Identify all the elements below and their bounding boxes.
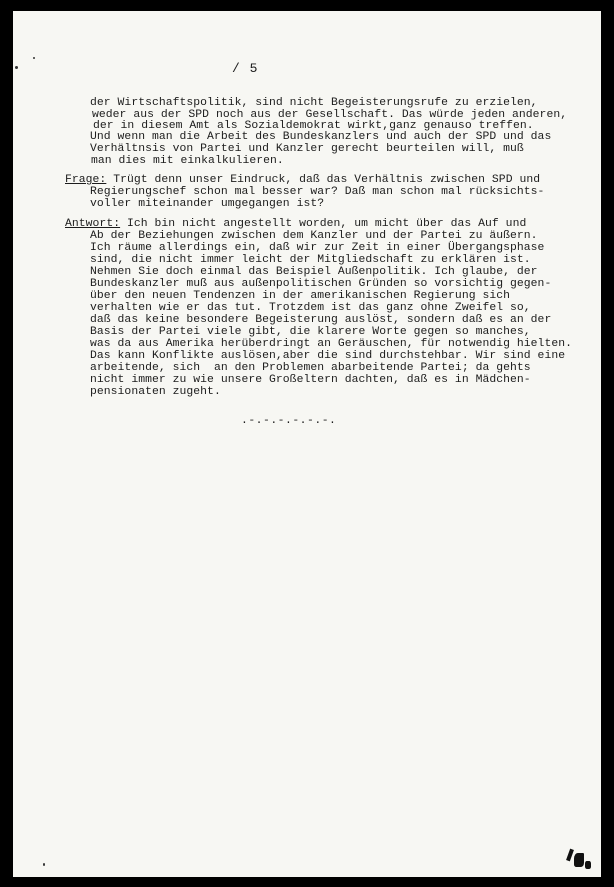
answer-line: über den neuen Tendenzen in der amerikanischen Regierung sich [90, 290, 511, 302]
answer-line [65, 218, 526, 230]
answer-line: nicht immer zu wie unsere Großeltern dachten, daß es in Mädchen- [90, 374, 531, 386]
question-line: voller miteinander umgegangen ist? [90, 198, 325, 210]
scan-speck [43, 863, 45, 866]
question-label: Frage: [65, 174, 107, 186]
document-page [13, 11, 601, 877]
end-separator: .-.-.-.-.-.-. [241, 415, 337, 427]
answer-label: Antwort: [65, 218, 121, 230]
intro-line: man dies mit einkalkulieren. [91, 155, 284, 167]
answer-line: verhalten wie er das tut. Trotzdem ist das ganz ohne Zweifel so, [90, 302, 531, 314]
answer-line: arbeitende, sich an den Problemen abarbeitende Partei; da gehts [90, 362, 531, 374]
answer-line: pensionaten zugeht. [90, 386, 221, 398]
answer-line: Bundeskanzler muß aus außenpolitischen Gründen so vorsichtig gegen- [90, 278, 552, 290]
scan-speck [33, 57, 35, 59]
page-number: / 5 [232, 61, 259, 76]
question-line [65, 174, 540, 186]
answer-line: Ab der Beziehungen zwischen dem Kanzler und der Partei zu äußern. [90, 230, 538, 242]
answer-text: Ich bin nicht angestellt worden, um micht über das Auf und [126, 218, 527, 230]
intro-line: Verhältnsis von Partei und Kanzler gerecht beurteilen will, muß [90, 143, 524, 155]
question-text: Trügt denn unser Eindruck, daß das Verhältnis zwischen SPD und [113, 174, 541, 186]
answer-line: sind, die nicht immer leicht der Mitgliedschaft zu erklären ist. [90, 254, 531, 266]
answer-line: Das kann Konflikte auslösen,aber die sind durchstehbar. Wir sind eine [90, 350, 566, 362]
answer-line: Nehmen Sie doch einmal das Beispiel Außenpolitik. Ich glaube, der [90, 266, 538, 278]
intro-line: weder aus der SPD noch aus der Gesellschaft. Das würde jeden anderen, [92, 109, 568, 121]
intro-line: der in diesem Amt als Sozialdemokrat wirkt,ganz genauso treffen. [93, 120, 534, 132]
intro-line: Und wenn man die Arbeit des Bundeskanzlers und auch der SPD und das [90, 131, 552, 143]
answer-line: Basis der Partei viele gibt, die klarere Worte gegen so manches, [90, 326, 531, 338]
answer-line: was da aus Amerika herüberdringt an Geräuschen, für notwendig hielten. [90, 338, 572, 350]
question-line: Regierungschef schon mal besser war? Daß man schon mal rücksichts- [90, 186, 545, 198]
scan-mark [566, 849, 574, 862]
scan-mark [585, 861, 591, 869]
intro-line: der Wirtschaftspolitik, sind nicht Begeisterungsrufe zu erzielen, [90, 97, 538, 109]
scan-speck [15, 66, 18, 69]
scan-mark [574, 853, 584, 867]
answer-line: daß das keine besondere Begeisterung auslöst, sondern daß es an der [90, 314, 552, 326]
answer-line: Ich räume allerdings ein, daß wir zur Zeit in einer Übergangsphase [90, 242, 545, 254]
